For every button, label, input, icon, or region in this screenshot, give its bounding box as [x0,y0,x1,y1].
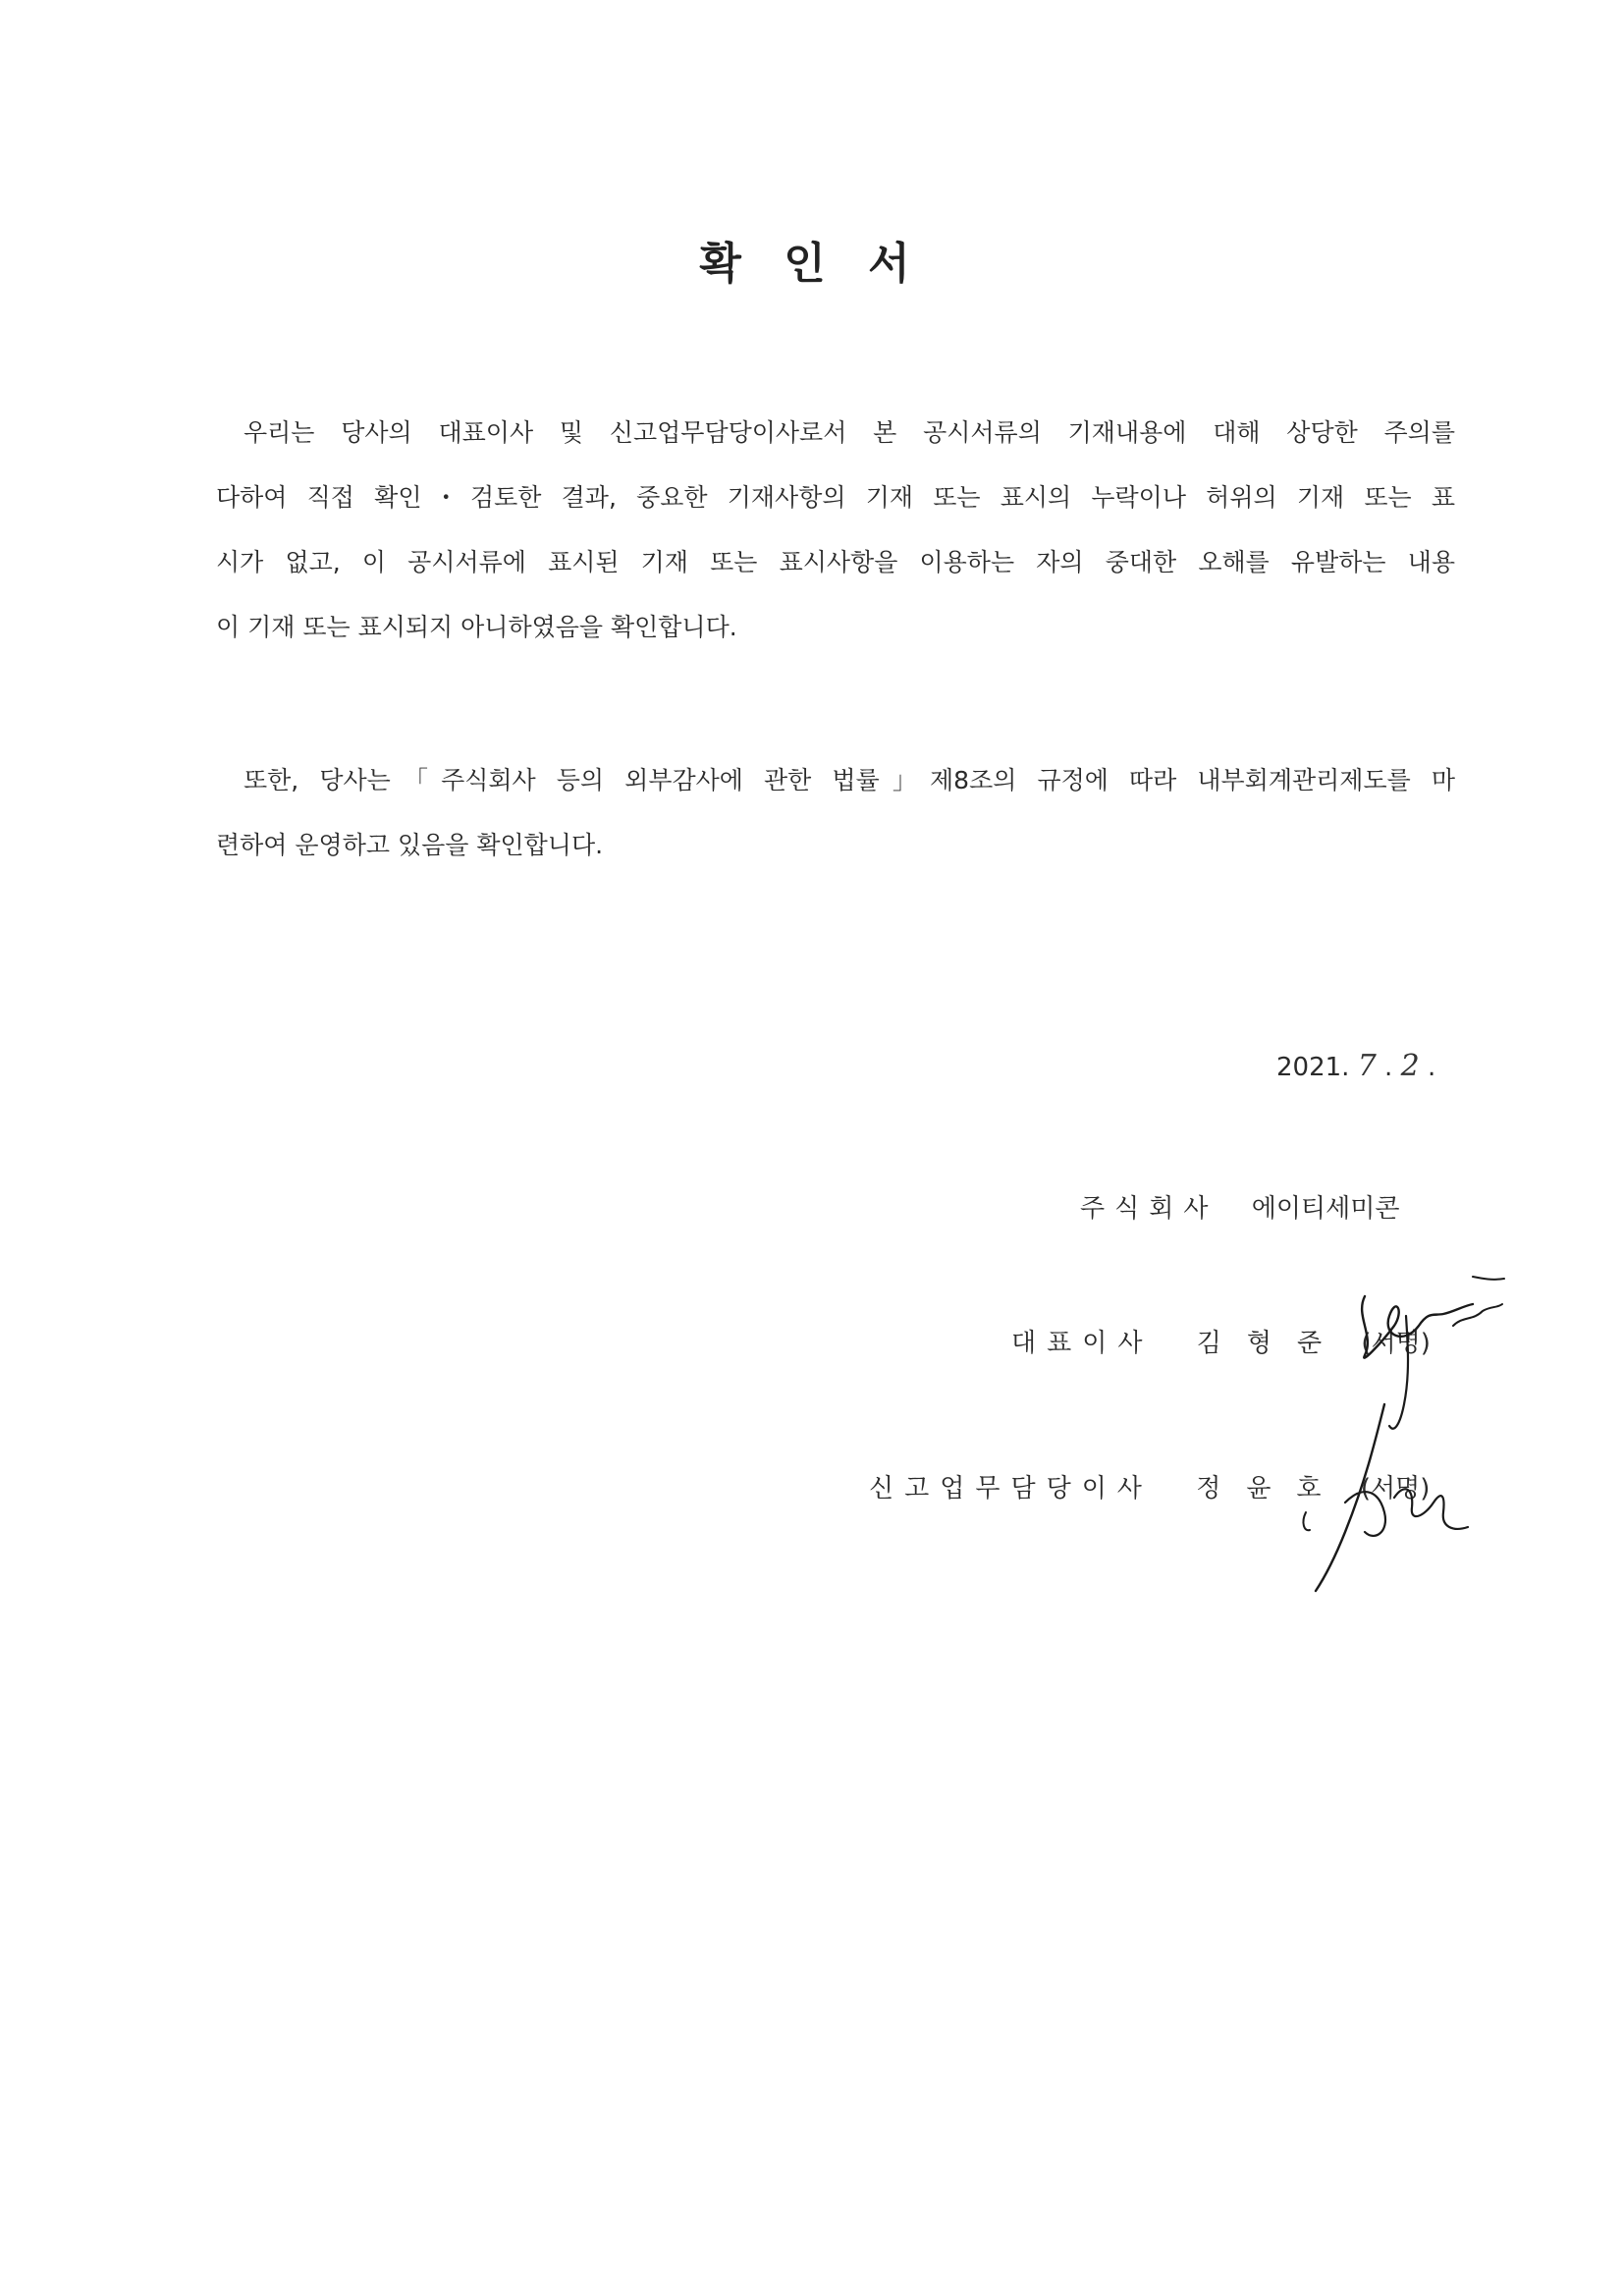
paragraph-line: 련하여 운영하고 있음을 확인합니다. [216,831,604,859]
ceo-role: 대표이사 [1011,1329,1154,1358]
cfo-sign-label: (서명) [1360,1474,1431,1503]
ceo-signature-line [1011,1323,1431,1359]
company-name: 에이티세미콘 [1251,1194,1400,1224]
paragraph-line: 시가 없고, 이 공시서류에 표시된 기재 또는 표시사항을 이용하는 자의 중대한 오해를 유발하는 내용 [216,548,1455,576]
paragraph-line: 이 기재 또는 표시되지 아니하였음을 확인합니다. [216,613,737,641]
document-title: 확 인 서 [699,239,924,289]
date-month-handwritten: 7 [1357,1049,1377,1083]
date-separator: . [1419,1053,1436,1082]
paragraph-line: 우리는 당사의 대표이사 및 신고업무담당이사로서 본 공시서류의 기재내용에 대해 상당한 주의를 [243,418,1455,447]
company-label: 주식회사 [1080,1194,1218,1224]
cfo-role: 신고업무담당이사 [869,1474,1153,1503]
paragraph-line: 다하여 직접 확인・검토한 결과, 중요한 기재사항의 기재 또는 표시의 누락이나 허위의 기재 또는 표 [216,483,1455,512]
confirmation-paragraph [216,401,1455,660]
company-line [1080,1188,1399,1225]
cfo-name: 정윤호 [1196,1474,1347,1503]
date-separator: . [1376,1053,1393,1082]
cfo-signature-line [869,1468,1430,1504]
document-date [1276,1049,1435,1083]
date-day-handwritten: 2 [1400,1049,1420,1083]
ceo-sign-label: (서명) [1361,1329,1431,1358]
date-year: 2021. [1276,1053,1350,1082]
ceo-name: 김형준 [1196,1329,1348,1358]
internal-control-paragraph [216,748,1455,878]
paragraph-line: 또한, 당사는「주식회사 등의 외부감사에 관한 법률」제8조의 규정에 따라 내부회계관리제도를 마 [243,766,1455,794]
